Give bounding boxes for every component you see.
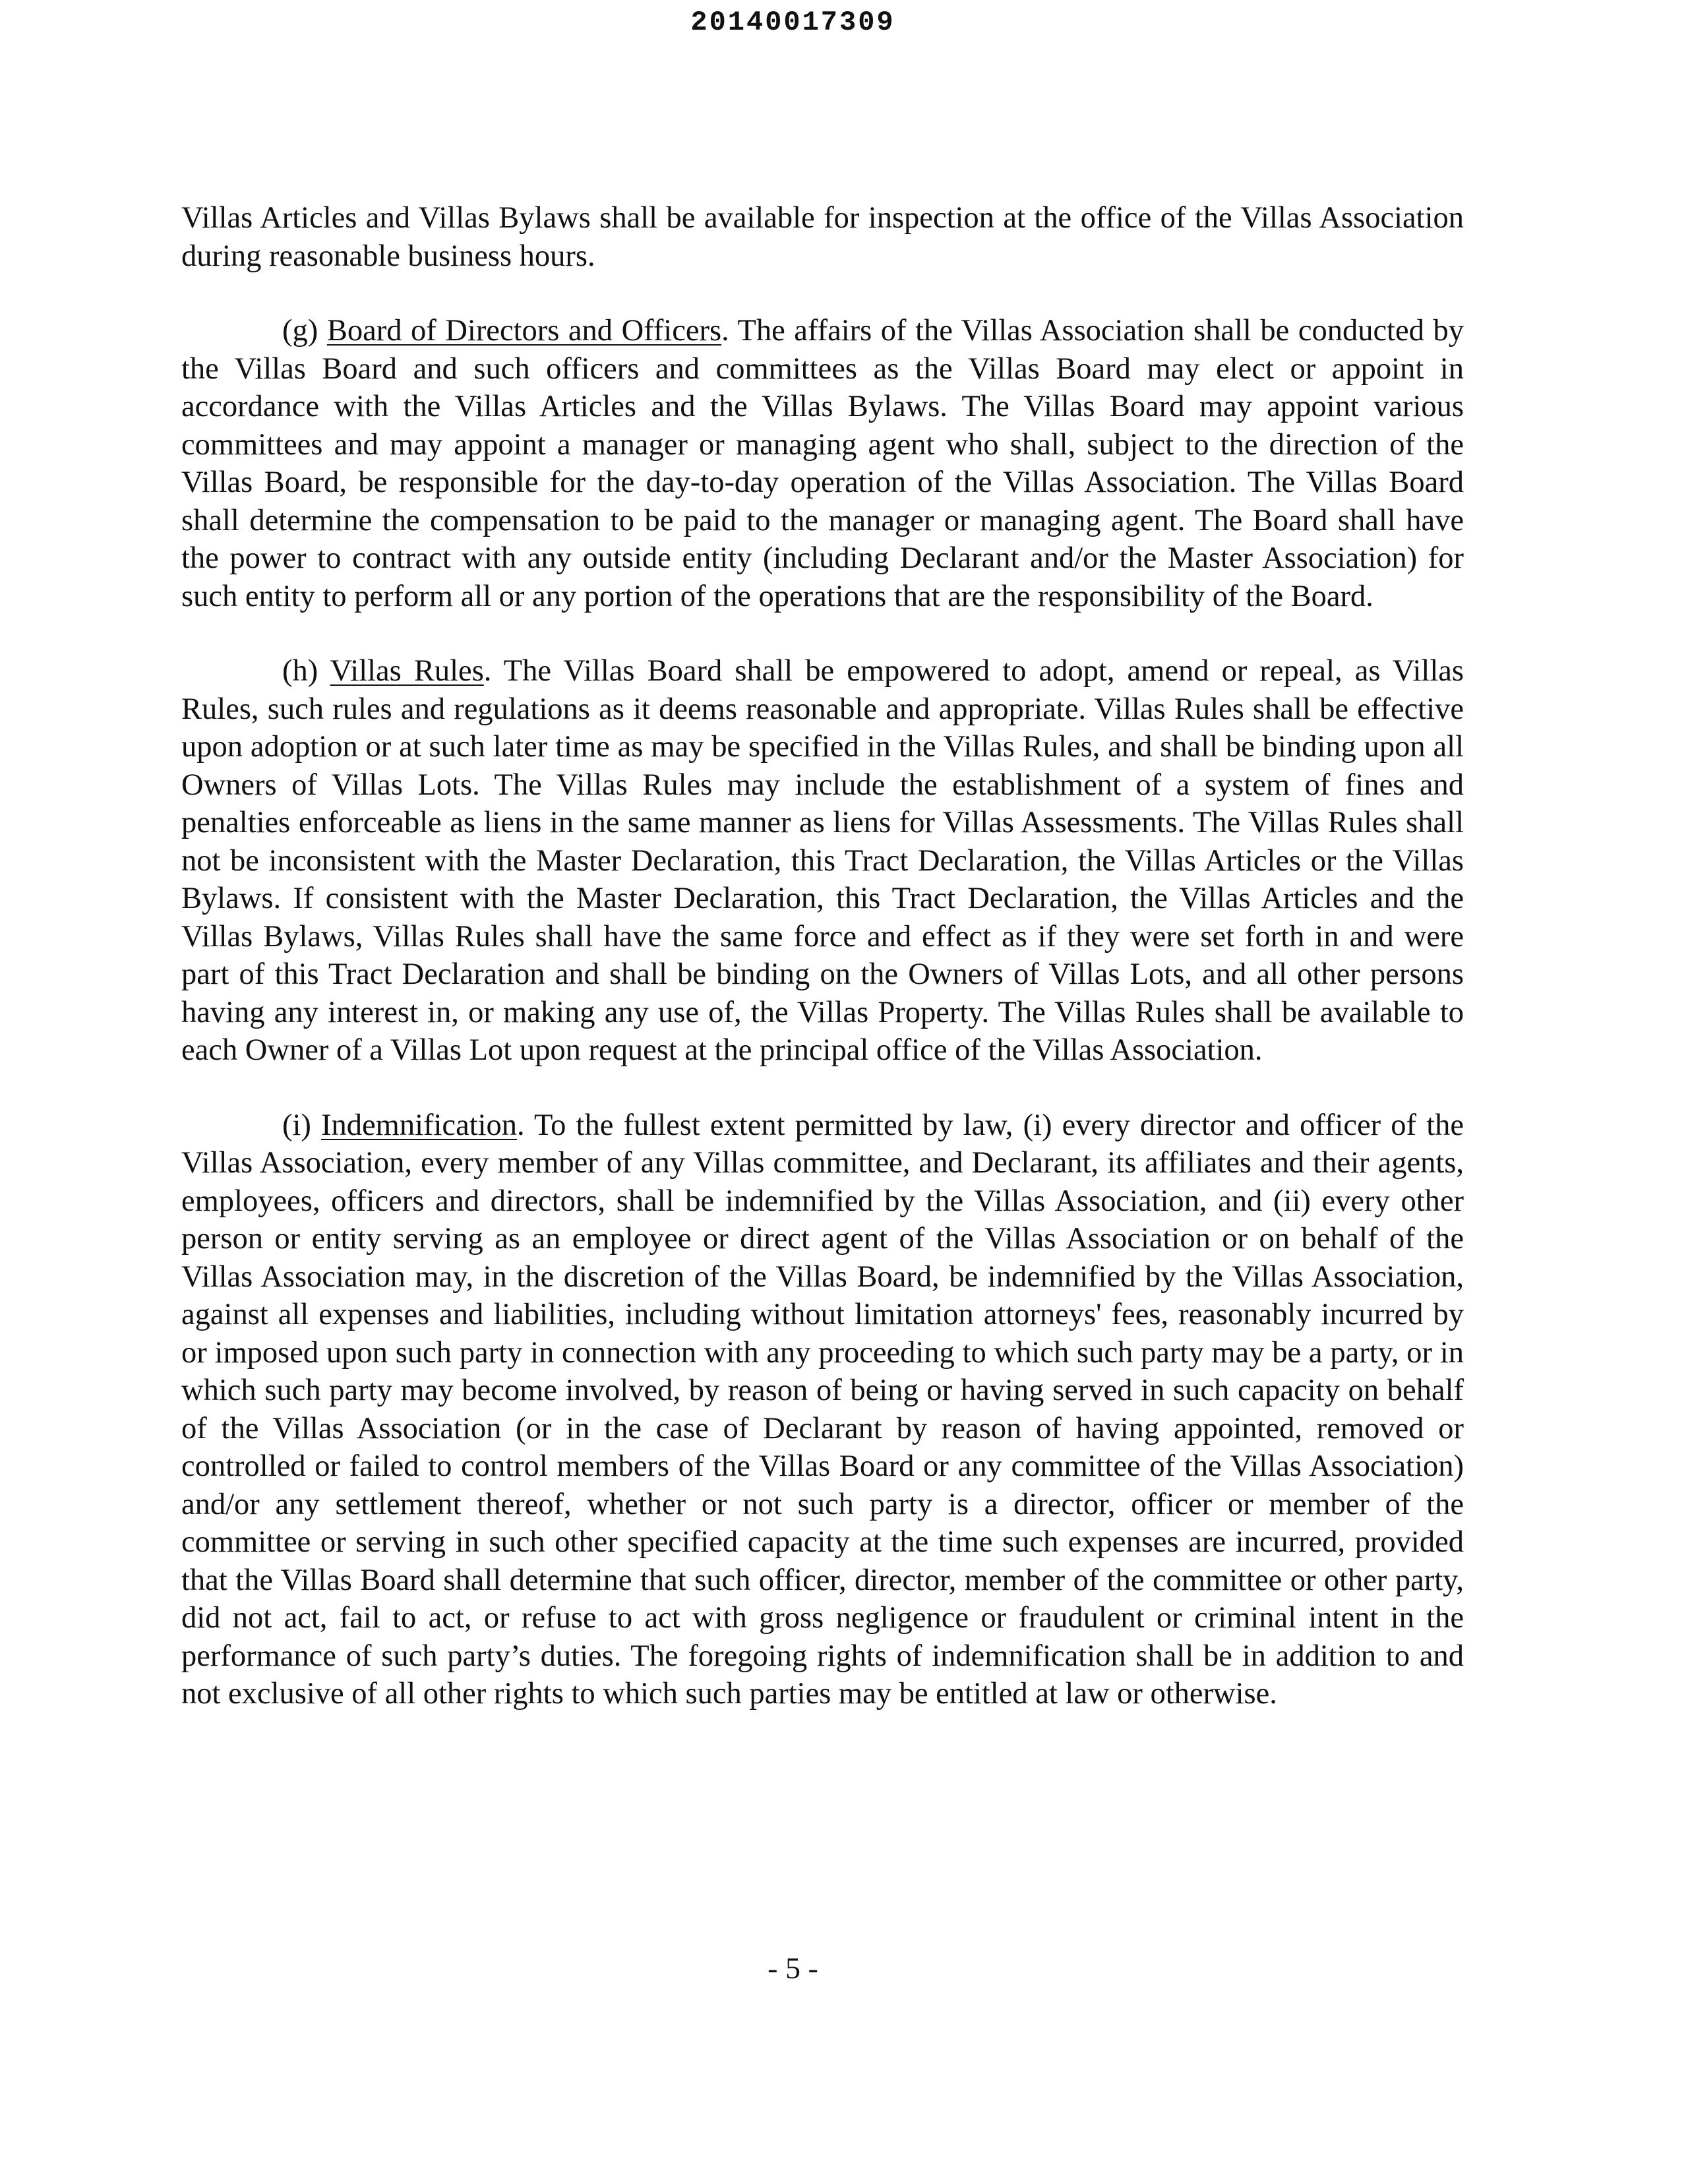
section-text: . The affairs of the Villas Association shall be conducted by the Villas Board and such officers and committees as the Villas Board may elect or appoint in accordance with the Villas Articles and the Villas Bylaws. The Villas Board may appoint various committees and may appoint a manager or managing agent who shall, subject to the direction of the Villas Board, be responsible for the day-to-day operation of the Villas Association. The Villas Board shall determine the compensation to be paid to the manager or managing agent. The Board shall have the power to contract with any outside entity (including Declarant and/or the Master Association) for such entity to perform all or any portion of the operations that are the responsibility of the Board. (181, 314, 1464, 613)
section-label: (g) (282, 314, 318, 348)
paragraph-text: Villas Articles and Villas Bylaws shall be available for inspection at the office of the Villas Association during reasonable business hours. (181, 201, 1464, 273)
section-i-indemnification (181, 1107, 1464, 1713)
section-heading: Villas Rules (330, 654, 484, 688)
section-heading: Indemnification (321, 1108, 518, 1142)
section-label: (i) (282, 1108, 311, 1142)
section-g-board-of-directors (181, 312, 1464, 615)
section-label: (h) (282, 654, 318, 688)
section-heading: Board of Directors and Officers (326, 314, 722, 348)
paragraph-continuation (181, 199, 1464, 275)
section-text: . To the fullest extent permitted by law, (i) every director and officer of the Villas Association, every member of any Villas committee, and Declarant, its affiliates and their agents, employees, officers and directors, shall be indemnified by the Villas Association, and (ii) every other person or entity serving as an employee or direct agent of the Villas Association or on behalf of the Villas Association may, in the discretion of the Villas Board, be indemnified by the Villas Association, against all expenses and liabilities, including without limitation attorneys' fees, reasonably incurred by or imposed upon such party in connection with any proceeding to which such party may be a party, or in which such party may become involved, by reason of being or having served in such capacity on behalf of the Villas Association (or in the case of Declarant by reason of having appointed, removed or controlled or failed to control members of the Villas Board or any committee of the Villas Association) and/or any settlement thereof, whether or not such party is a director, officer or member of the committee or serving in such other specified capacity at the time such expenses are incurred, provided that the Villas Board shall determine that such officer, director, member of the committee or other party, did not act, fail to act, or refuse to act with gross negligence or fraudulent or criminal intent in the performance of such party’s duties. The foregoing rights of indemnification shall be in addition to and not exclusive of all other rights to which such parties may be entitled at law or otherwise. (181, 1108, 1464, 1711)
document-body (181, 199, 1464, 1750)
page-number: - 5 - (768, 1951, 818, 1985)
section-text: . The Villas Board shall be empowered to adopt, amend or repeal, as Villas Rules, such rules and regulations as it deems reasonable and appropriate. Villas Rules shall be effective upon adoption or at such later time as may be specified in the Villas Rules, and shall be binding upon all Owners of Villas Lots. The Villas Rules may include the establishment of a system of fines and penalties enforceable as liens in the same manner as liens for Villas Assessments. The Villas Rules shall not be inconsistent with the Master Declaration, this Tract Declaration, the Villas Articles or the Villas Bylaws. If consistent with the Master Declaration, this Tract Declaration, the Villas Articles and the Villas Bylaws, Villas Rules shall have the same force and effect as if they were set forth in and were part of this Tract Declaration and shall be binding on the Owners of Villas Lots, and all other persons having any interest in, or making any use of, the Villas Property. The Villas Rules shall be available to each Owner of a Villas Lot upon request at the principal office of the Villas Association. (181, 654, 1464, 1067)
section-h-villas-rules (181, 652, 1464, 1070)
document-number: 20140017309 (690, 7, 895, 38)
